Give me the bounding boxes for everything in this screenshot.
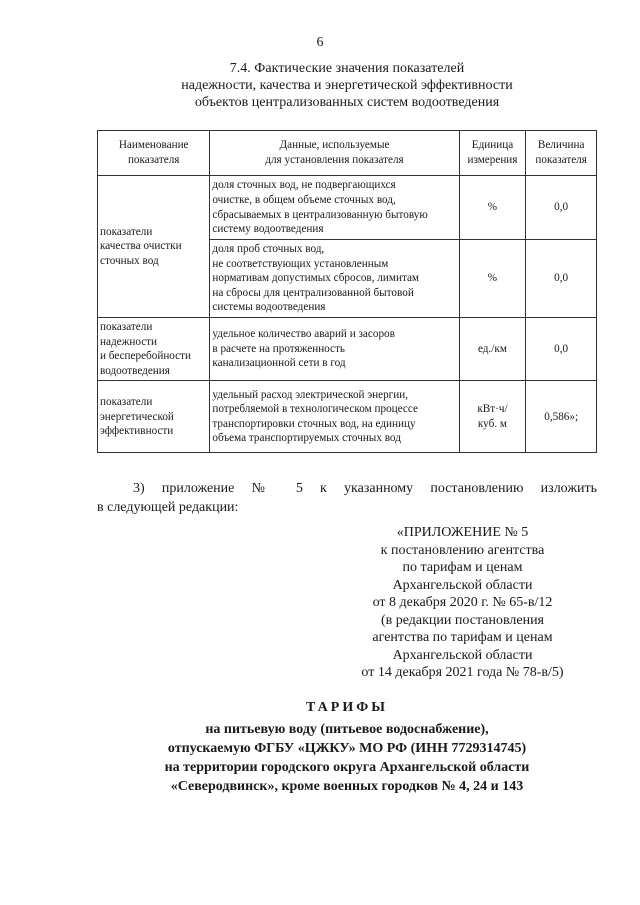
indicator-value: 0,586»; [526, 381, 597, 453]
appendix-header [330, 524, 595, 682]
indicator-description: доля проб сточных вод, не соответствующих установленным нормативам допустимых сбросов, лимитам на сбросы для централизованной бытовой системы водоотведения [210, 240, 459, 318]
indicator-unit: ед./км [459, 317, 526, 380]
paragraph-line: 3) приложение № 5 к указанному постановлению изложить [133, 481, 597, 496]
header-data: Данные, используемые для установления показателя [210, 131, 459, 176]
amendment-paragraph [97, 479, 597, 517]
header-name: Наименование показателя [98, 131, 210, 176]
indicator-unit: % [459, 176, 526, 240]
indicator-description: удельное количество аварий и засоров в расчете на протяженность канализационной сети в год [210, 317, 459, 380]
table-row [98, 317, 597, 380]
indicator-unit: кВт·ч/ куб. м [459, 381, 526, 453]
table-row [98, 176, 597, 240]
indicator-group-name: показатели энергетической эффективности [98, 381, 210, 453]
appendix-line: по тарифам и ценам [402, 560, 523, 575]
tariffs-subtitle [97, 720, 597, 796]
section-title-line: 7.4. Фактические значения показателей [229, 61, 465, 76]
section-title [97, 60, 597, 111]
appendix-line: от 14 декабря 2021 года № 78-в/5) [361, 665, 564, 680]
page-number: 6 [316, 35, 324, 50]
appendix-line: Архангельской области [392, 577, 533, 593]
table-row [98, 381, 597, 453]
header-value: Величина показателя [526, 131, 597, 176]
appendix-line: агентства по тарифам и ценам [372, 630, 553, 645]
section-title-line: объектов централизованных систем водоотведения [194, 95, 500, 110]
indicator-description: удельный расход электрической энергии, потребляемой в технологическом процессе транспортировки сточных вод, на единицу объема транспортируемых сточных вод [210, 381, 459, 453]
indicator-value: 0,0 [526, 176, 597, 240]
appendix-line: «ПРИЛОЖЕНИЕ № 5 [396, 525, 529, 540]
appendix-line: от 8 декабря 2020 г. № 65-в/12 [372, 595, 553, 610]
appendix-line: к постановлению агентства [380, 542, 545, 558]
indicator-unit: % [459, 240, 526, 318]
paragraph-line: в следующей редакции: [97, 500, 239, 515]
indicator-value: 0,0 [526, 317, 597, 380]
tariffs-subtitle-line: на территории городского округа Архангельской области [164, 760, 530, 775]
section-title-line: надежности, качества и энергетической эффективности [181, 78, 513, 93]
indicator-value: 0,0 [526, 240, 597, 318]
table-header-row [98, 131, 597, 176]
tariffs-title: ТАРИФЫ [306, 700, 388, 715]
indicator-group-name: показатели надежности и бесперебойности водоотведения [98, 317, 210, 380]
tariffs-subtitle-line: «Северодвинск», кроме военных городков № 4, 24 и 143 [170, 779, 524, 794]
header-unit: Единица измерения [459, 131, 526, 176]
appendix-line: (в редакции постановления [380, 612, 545, 628]
indicator-group-name: показатели качества очистки сточных вод [98, 176, 210, 318]
tariffs-subtitle-line: отпускаемую ФГБУ «ЦЖКУ» МО РФ (ИНН 7729314745) [167, 741, 527, 756]
appendix-line: Архангельской области [392, 647, 533, 663]
indicators-table [97, 130, 597, 453]
indicator-description: доля сточных вод, не подвергающихся очистке, в общем объеме сточных вод, сбрасываемых в централизованную бытовую систему водоотведения [210, 176, 459, 240]
tariffs-subtitle-line: на питьевую воду (питьевое водоснабжение), [205, 722, 489, 737]
